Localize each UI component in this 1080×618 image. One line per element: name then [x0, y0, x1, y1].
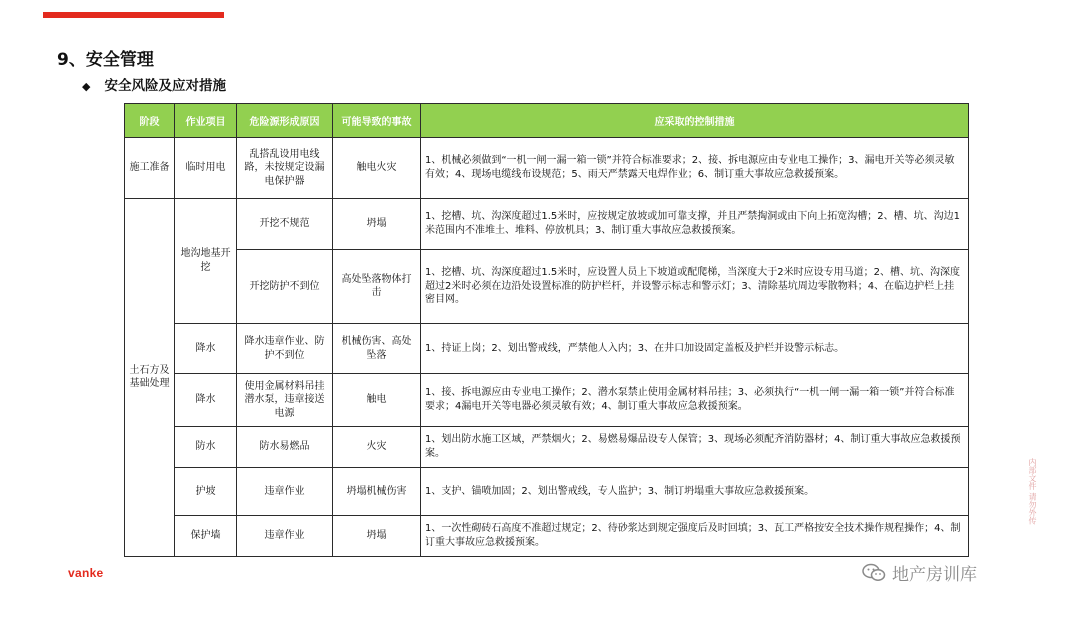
top-accent-bar — [43, 12, 224, 18]
watermark — [862, 560, 977, 585]
measure-cell: 1、支护、锚喷加固；2、划出警戒线，专人监护；3、制订坍塌重大事故应急救援预案。 — [421, 468, 969, 515]
cause-cell: 开挖防护不到位 — [237, 250, 333, 324]
accident-cell: 触电 — [333, 374, 421, 427]
accident-cell: 坍塌 — [333, 515, 421, 556]
accident-cell: 高处坠落物体打击 — [333, 250, 421, 324]
table-row — [125, 138, 969, 199]
cause-cell: 降水违章作业、防护不到位 — [237, 323, 333, 373]
item-cell: 临时用电 — [175, 138, 237, 199]
accident-cell: 机械伤害、高处坠落 — [333, 323, 421, 373]
cause-cell: 乱搭乱设用电线路，未按规定设漏电保护器 — [237, 138, 333, 199]
accident-cell: 触电火灾 — [333, 138, 421, 199]
cause-cell: 防水易燃品 — [237, 426, 333, 467]
accident-cell: 坍塌 — [333, 198, 421, 249]
measure-cell: 1、挖槽、坑、沟深度超过1.5米时，应按规定放坡或加可靠支撑，并且严禁掏洞或由下向上拓宽沟槽；2、槽、坑、沟边1米范围内不准堆土、堆料、停放机具；3、制订重大事故应急救援预案。 — [421, 198, 969, 249]
watermark-text: 地产房训库 — [892, 565, 977, 585]
col-header-measure: 应采取的控制措施 — [421, 104, 969, 138]
measure-cell: 1、划出防水施工区域，严禁烟火；2、易燃易爆品设专人保管；3、现场必须配齐消防器材；4、制订重大事故应急救援预案。 — [421, 426, 969, 467]
risk-table — [124, 103, 969, 557]
measure-cell: 1、挖槽、坑、沟深度超过1.5米时，应设置人员上下坡道或配爬梯，当深度大于2米时应设专用马道；2、槽、坑、沟深度超过2米时必须在边沿处设置标准的防护栏杆，并设警示标志和警示灯；3、清除基坑周边零散物料；4、在临边护栏上挂密目网。 — [421, 250, 969, 324]
item-cell: 护坡 — [175, 468, 237, 515]
table-row — [125, 198, 969, 249]
page-title: 9、安全管理 — [57, 50, 154, 70]
stage-cell: 土石方及基础处理 — [125, 198, 175, 556]
diamond-bullet-icon: ◆ — [82, 80, 91, 93]
accident-cell: 坍塌机械伤害 — [333, 468, 421, 515]
vanke-logo: vanke — [68, 566, 104, 580]
col-header-stage: 阶段 — [125, 104, 175, 138]
wechat-icon — [862, 563, 886, 583]
item-cell: 保护墙 — [175, 515, 237, 556]
accident-cell: 火灾 — [333, 426, 421, 467]
stage-cell: 施工准备 — [125, 138, 175, 199]
item-cell: 防水 — [175, 426, 237, 467]
cause-cell: 违章作业 — [237, 515, 333, 556]
measure-cell: 1、持证上岗；2、划出警戒线，严禁他人入内；3、在井口加设固定盖板及护栏并设警示标志。 — [421, 323, 969, 373]
confidential-note: 内部文件 请勿外传 — [1028, 458, 1037, 525]
cause-cell: 使用金属材料吊挂潜水泵，违章接送电源 — [237, 374, 333, 427]
subtitle-text: 安全风险及应对措施 — [104, 78, 226, 94]
section-subtitle — [82, 74, 226, 94]
table-row — [125, 468, 969, 515]
measure-cell: 1、机械必须做到“一机一闸一漏一箱一锁”并符合标准要求；2、接、拆电源应由专业电工操作；3、漏电开关等必须灵敏有效；4、现场电缆线布设规范；5、雨天严禁露天电焊作业；6、制订重大事故应急救援预案。 — [421, 138, 969, 199]
cause-cell: 开挖不规范 — [237, 198, 333, 249]
col-header-accident: 可能导致的事故 — [333, 104, 421, 138]
table-header-row — [125, 104, 969, 138]
table-row — [125, 323, 969, 373]
table-row — [125, 250, 969, 324]
table-row — [125, 426, 969, 467]
item-cell: 地沟地基开挖 — [175, 198, 237, 323]
col-header-item: 作业项目 — [175, 104, 237, 138]
measure-cell: 1、接、拆电源应由专业电工操作；2、潜水泵禁止使用金属材料吊挂；3、必须执行“一机一闸一漏一箱一锁”并符合标准要求；4漏电开关等电器必须灵敏有效；4、制订重大事故应急救援预案。 — [421, 374, 969, 427]
table-row — [125, 515, 969, 556]
measure-cell: 1、一次性砌砖石高度不准超过规定；2、待砂浆达到规定强度后及时回填；3、瓦工严格按安全技术操作规程操作；4、制订重大事故应急救援预案。 — [421, 515, 969, 556]
cause-cell: 违章作业 — [237, 468, 333, 515]
col-header-cause: 危险源形成原因 — [237, 104, 333, 138]
item-cell: 降水 — [175, 374, 237, 427]
table-row — [125, 374, 969, 427]
item-cell: 降水 — [175, 323, 237, 373]
